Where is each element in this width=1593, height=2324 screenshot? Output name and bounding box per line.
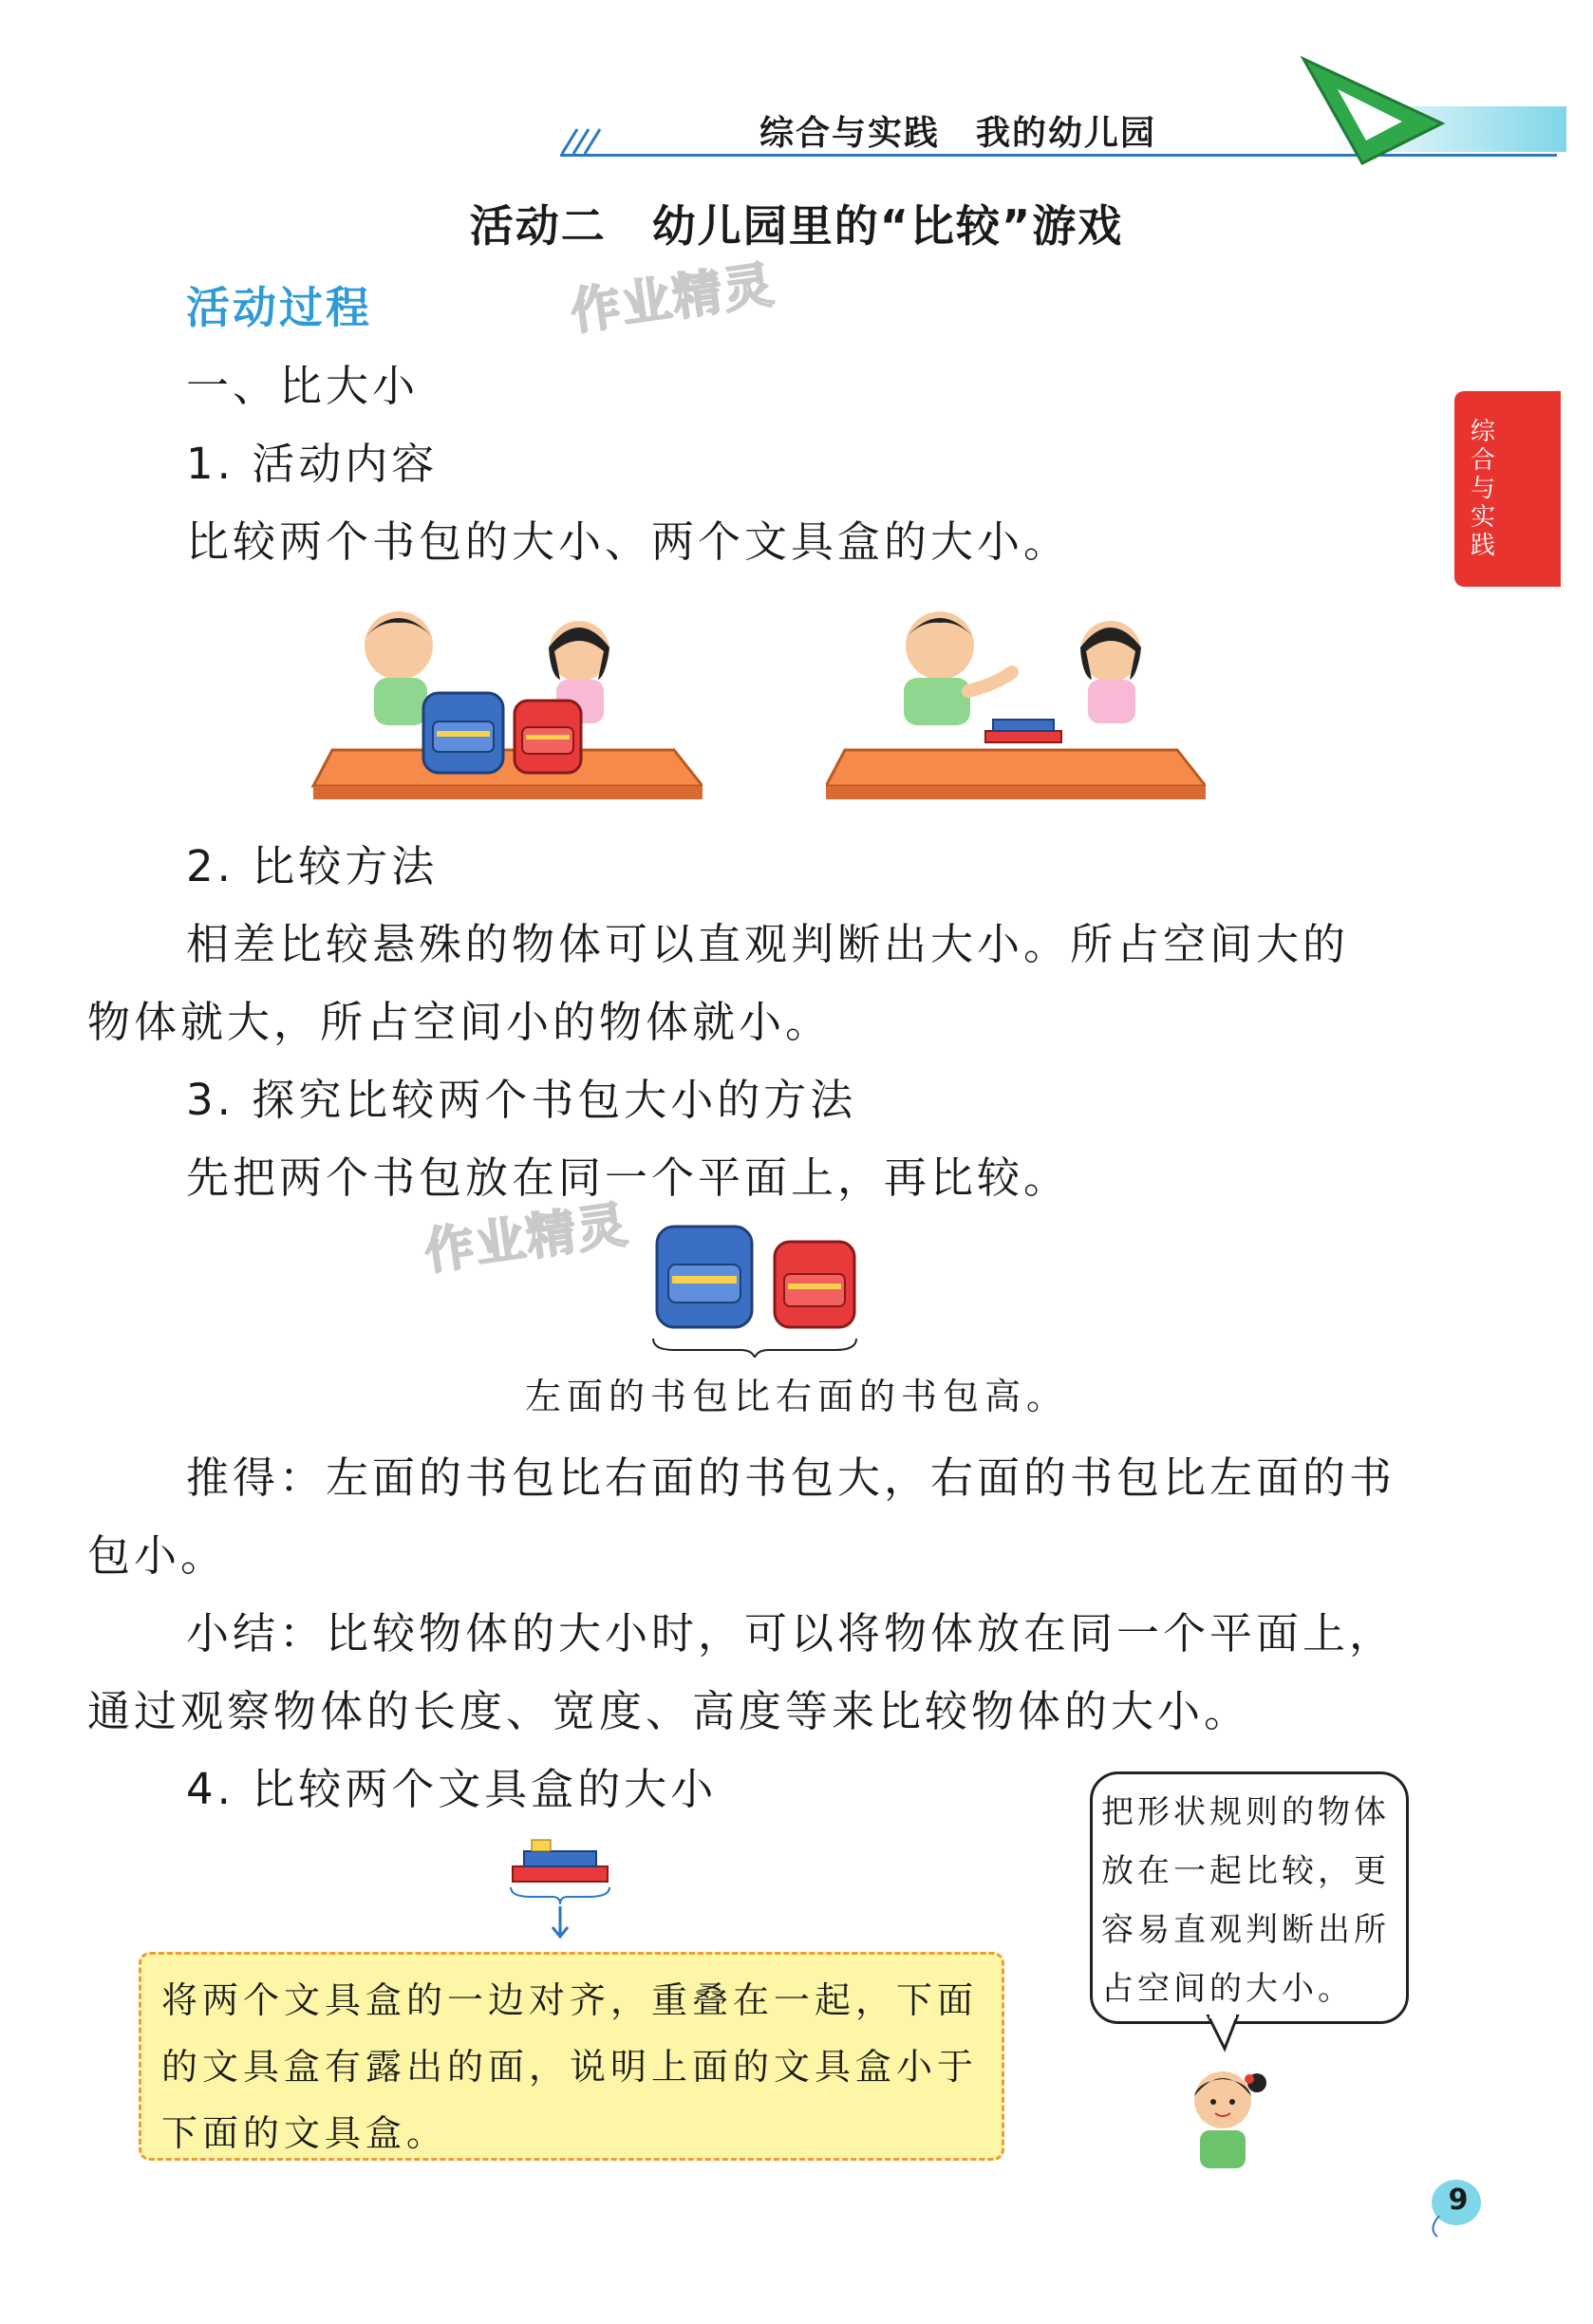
sub-heading-pencil-cases: 4. 比较两个文具盒的大小 (186, 1764, 718, 1814)
speech-bubble-text: 把形状规则的物体放在一起比较，更容易直观判断出所占空间的大小。 (1101, 1793, 1390, 2008)
girl-avatar (1175, 2058, 1270, 2172)
kids-comparing-pencil-cases-illustration (826, 589, 1206, 807)
paragraph-inference-line1: 推得：左面的书包比右面的书包大，右面的书包比左面的书 (186, 1452, 1396, 1503)
paragraph-method-line2: 物体就大，所占空间小的物体就小。 (87, 997, 833, 1047)
watermark: 作业精灵 (567, 256, 778, 342)
note-box-text: 将两个文具盒的一边对齐，重叠在一起，下面的文具盒有露出的面，说明上面的文具盒小于下面的文具盒。 (161, 1979, 979, 2154)
stacked-pencil-cases-illustration (503, 1838, 617, 1942)
speech-bubble-tail (1206, 2015, 1244, 2052)
page-number: 9 (1448, 2183, 1469, 2217)
set-square-icon (1296, 55, 1448, 167)
header-hatch-decoration (558, 125, 611, 156)
chapter-side-tab-label: 综合与实践 (1470, 418, 1495, 560)
kids-comparing-backpacks-illustration (304, 589, 703, 807)
header-breadcrumb: 综合与实践 我的幼儿园 (759, 114, 1157, 153)
paragraph-inference-line2: 包小。 (87, 1530, 228, 1581)
paragraph-method-line1: 相差比较悬殊的物体可以直观判断出大小。所占空间大的 (186, 919, 1350, 969)
two-backpacks-illustration (646, 1215, 864, 1358)
heading-compare-size: 一、比大小 (186, 361, 420, 411)
sub-heading-content: 1. 活动内容 (186, 439, 439, 489)
paragraph-explore: 先把两个书包放在同一个平面上，再比较。 (186, 1153, 1071, 1203)
sub-heading-explore: 3. 探究比较两个书包大小的方法 (186, 1075, 857, 1125)
watermark-2: 作业精灵 (421, 1196, 632, 1282)
paragraph-summary-line2: 通过观察物体的长度、宽度、高度等来比较物体的大小。 (87, 1686, 1251, 1736)
section-label: 活动过程 (186, 282, 372, 333)
sub-heading-method: 2. 比较方法 (186, 841, 439, 891)
paragraph-content: 比较两个书包的大小、两个文具盒的大小。 (186, 516, 1071, 567)
paragraph-summary-line1: 小结：比较物体的大小时，可以将物体放在同一个平面上， (186, 1608, 1396, 1659)
activity-title: 活动二 幼儿园里的“比较”游戏 (469, 200, 1124, 252)
backpack-caption: 左面的书包比右面的书包高。 (524, 1376, 1068, 1417)
